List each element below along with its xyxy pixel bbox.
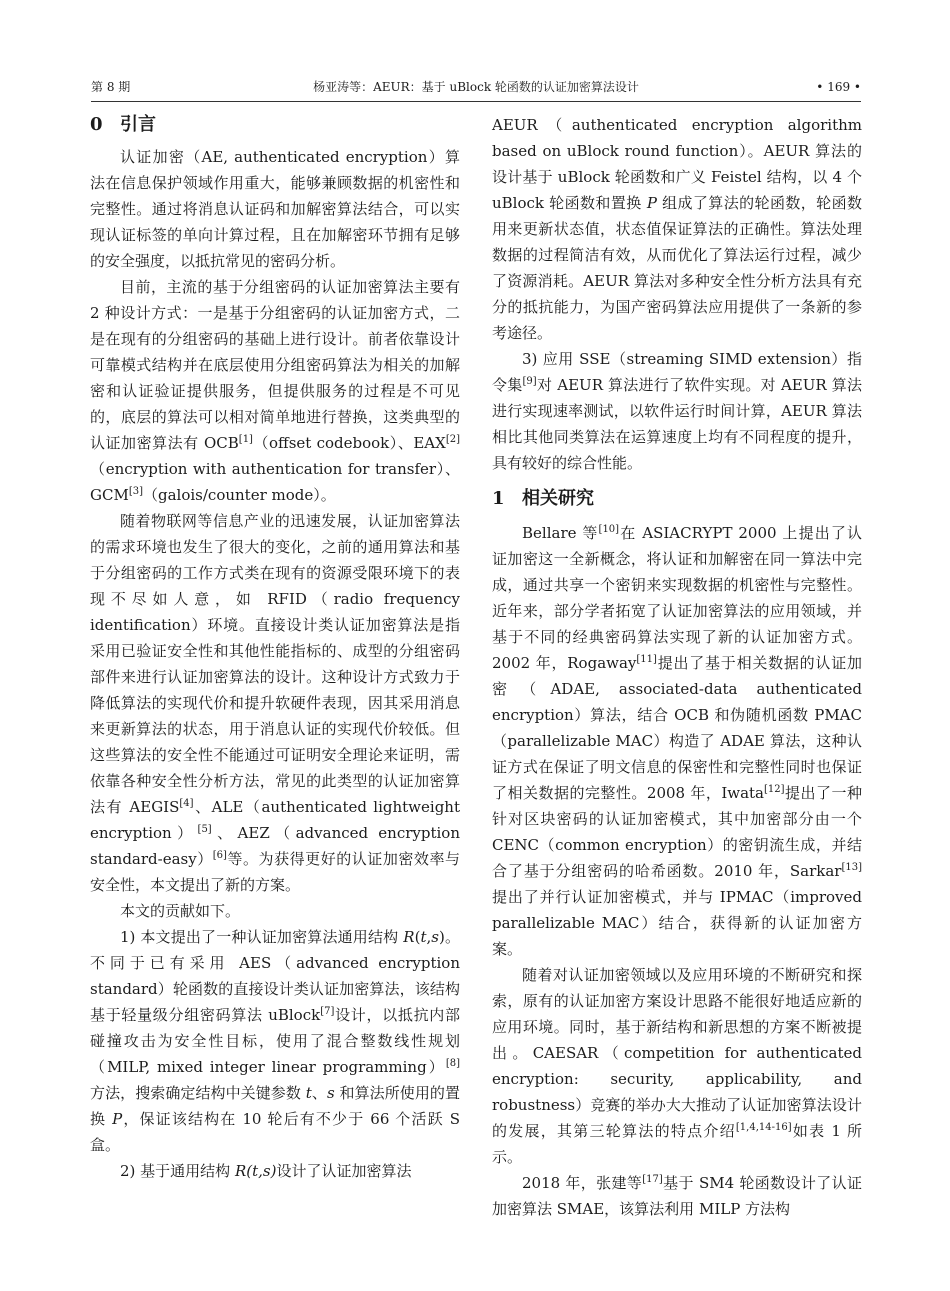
paragraph: 随着对认证加密领域以及应用环境的不断研究和探索，原有的认证加密方案设计思路不能很好地适应新的应用环境。同时，基于新结构和新思想的方案不断被提出。CAESAR（competition for authenticated encryption: security, applicability, and robustness）竞赛的举办大大推动了认证加密算法设计的发展，其第三轮算法的特点介绍[1,4,14-16]如表 1 所示。 [492,966,862,1166]
citation[interactable]: [11] [636,654,657,665]
paragraph: 认证加密（AE, authenticated encryption）算法在信息保护领域作用重大，能够兼顾数据的机密性和完整性。通过将消息认证码和加解密算法结合，可以实现认证标签的单向计算过程，且在加解密环节拥有足够的安全强度，以抵抗常见的密码分析。 [90,148,460,270]
contribution-item-1: 1) 本文提出了一种认证加密算法通用结构 R(t,s)。不同于已有采用 AES（advanced encryption standard）轮函数的直接设计类认证加密算法，该结构基于轻量级分组密码算法 uBlock[7]设计，以抵抗内部碰撞攻击为安全性目标，使用了混合整数线性规划（MILP, mixed integer linear programming）[8]方法，搜索确定结构中关键参数 t、s 和算法所使用的置换 P，保证该结构在 10 轮后有不少于 66 个活跃 S 盒。 [90,928,460,1154]
citation[interactable]: [2] [445,434,460,445]
running-header [91,77,861,97]
citation[interactable]: [10] [598,524,620,535]
citation[interactable]: [13] [841,862,862,873]
contribution-item-2: 2) 基于通用结构 R(t,s)设计了认证加密算法 [120,1162,412,1180]
paragraph-continued: AEUR（authenticated encryption algorithm based on uBlock round function）。AEUR 算法的设计基于 uBlock 轮函数和广义 Feistel 结构，以 4 个 uBlock 轮函数和置换 P 组成了算法的轮函数，轮函数用来更新状态值，状态值保证算法的正确性。算法处理数据的过程简洁有效，从而优化了算法运行过程，减少了资源消耗。AEUR 算法对多种安全性分析方法具有充分的抵抗能力，为国产密码算法应用提供了一条新的参考途径。 [492,116,862,342]
paragraph: 2018 年，张建等[17]基于 SM4 轮函数设计了认证加密算法 SMAE，该算法利用 MILP 方法构 [492,1174,862,1218]
page-number: • 169 • [816,80,861,94]
section-number: 0 [90,114,103,135]
section-heading-related-work [492,486,862,512]
paragraph: 目前，主流的基于分组密码的认证加密算法主要有 2 种设计方式：一是基于分组密码的认证加密方式，二是在现有的分组密码的基础上进行设计。前者依靠设计可靠模式结构并在底层使用分组密码算法为相关的加解密和认证验证提供服务，但提供服务的过程是不可见的，底层的算法可以相对简单地进行替换，这类典型的认证加密算法有 OCB[1]（offset codebook）、EAX[2]（encryption with authentication for transfer）、GCM[3]（galois/counter mode）。 [90,278,460,504]
left-column [90,112,460,1184]
section-title: 引言 [120,114,156,135]
section-heading-introduction [90,112,460,138]
citation[interactable]: [12] [764,784,785,795]
citation[interactable]: [8] [445,1058,460,1069]
paragraph: 随着物联网等信息产业的迅速发展，认证加密算法的需求环境也发生了很大的变化，之前的通用算法和基于分组密码的工作方式类在现有的资源受限环境下的表现不尽如人意，如 RFID（radio frequency identification）环境。直接设计类认证加密算法是指采用已验证安全性和其他性能指标的、成型的分组密码部件来进行认证加密算法的设计。这种设计方式致力于降低算法的实现代价和提升软硬件表现，因其采用消息来更新算法的状态，用于消息认证的实现代价较低。但这些算法的安全性不能通过可证明安全理论来证明，需依靠各种安全性分析方法，常见的此类型的认证加密算法有 AEGIS[4]、ALE（authenticated lightweight encryption）[5]、AEZ（advanced encryption standard-easy）[6]等。为获得更好的认证加密效率与安全性，本文提出了新的方案。 [90,512,460,894]
citation[interactable]: [5] [197,824,212,835]
section-number: 1 [492,488,505,509]
running-title: 杨亚涛等：AEUR：基于 uBlock 轮函数的认证加密算法设计 [313,80,639,94]
citation[interactable]: [9] [522,376,537,387]
paragraph: Bellare 等[10]在 ASIACRYPT 2000 上提出了认证加密这一全新概念，将认证和加解密在同一算法中完成，通过共享一个密钥来实现数据的机密性与完整性。近年来，部分学者拓宽了认证加密算法的应用领域，并基于不同的经典密码算法实现了新的认证加密方式。2002 年，Rogaway[11]提出了基于相关数据的认证加密（ADAE, associated-data authenticated encryption）算法，结合 OCB 和伪随机函数 PMAC（parallelizable MAC）构造了 ADAE 算法，这种认证方式在保证了明文信息的保密性和完整性同时也保证了相关数据的完整性。2008 年，Iwata[12]提出了一种针对区块密码的认证加密模式，其中加密部分由一个 CENC（common encryption）的密钥流生成，并结合了基于分组密码的哈希函数。2010 年，Sarkar[13]提出了并行认证加密模式，并与 IPMAC（improved parallelizable MAC）结合，获得新的认证加密方案。 [492,524,862,958]
contribution-item-3: 3) 应用 SSE（streaming SIMD extension）指令集[9]对 AEUR 算法进行了软件实现。对 AEUR 算法进行实现速率测试，以软件运行时间计算，AEUR 算法相比其他同类算法在运算速度上均有不同程度的提升，具有较好的综合性能。 [492,350,862,472]
header-rule [91,101,861,102]
citation[interactable]: [1] [238,434,253,445]
citation[interactable]: [1,4,14-16] [735,1122,792,1133]
citation[interactable]: [7] [320,1006,335,1017]
issue-number: 第 8 期 [91,80,131,94]
citation[interactable]: [6] [212,850,227,861]
paragraph: 本文的贡献如下。 [120,902,241,920]
citation[interactable]: [3] [128,486,143,497]
section-title: 相关研究 [522,488,594,509]
citation[interactable]: [17] [642,1174,663,1185]
citation[interactable]: [4] [179,798,194,809]
right-column [492,112,862,1222]
